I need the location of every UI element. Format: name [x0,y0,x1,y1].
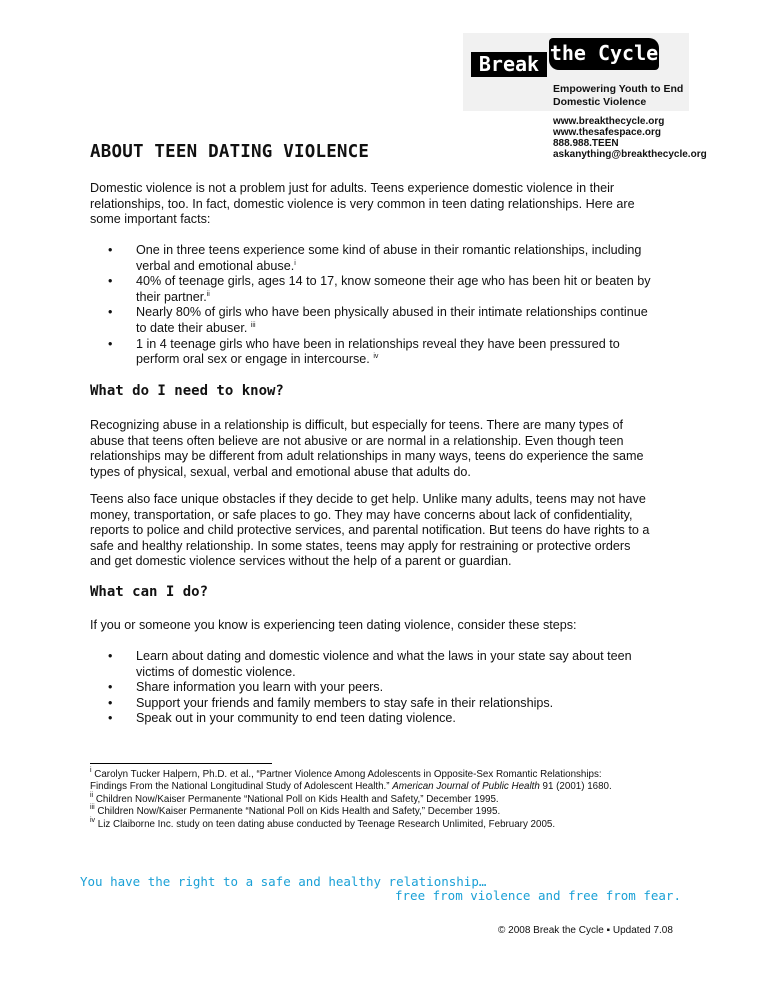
text-line: One in three teens experience some kind of abuse in their romantic relationships, including [136,243,642,257]
logo-tagline [553,83,683,109]
footnote-ref[interactable]: iii [250,321,256,329]
website-link[interactable]: www.thesafespace.org [553,127,661,138]
logo-cycle-text: the Cycle [549,38,659,70]
footnote-ref[interactable]: ii [206,290,210,298]
text-line: some important facts: [90,212,211,227]
website-link[interactable]: www.breakthecycle.org [553,116,665,127]
bullet-icon: • [108,336,113,351]
copyright-footer: © 2008 Break the Cycle ▪ Updated 7.08 [498,925,673,936]
section-heading-need-to-know: What do I need to know? [90,383,284,399]
footnote-mark: iv [90,817,96,824]
tagline-line: Domestic Violence [553,96,647,108]
text-line: and get domestic violence services without the help of a parent or guardian. [90,554,512,569]
list-item [108,274,698,305]
text-line: reports to police and child protective services, and parental notification. But teens do have rights to a [90,523,650,538]
text-line: Nearly 80% of girls who have been physically abused in their intimate relationships continue [136,305,648,320]
page-title: ABOUT TEEN DATING VIOLENCE [90,142,370,162]
text-line: perform oral sex or engage in intercourse. [136,352,374,367]
footnote [90,806,690,818]
text-line: Domestic violence is not a problem just for adults. Teens experience domestic violence in their [90,181,615,195]
section1-paragraph-2 [90,492,690,570]
footnote-divider [90,763,272,764]
text-line: Learn about dating and domestic violence and what the laws in your state say about teen [136,649,632,663]
footnote-mark: ii [90,792,94,799]
intro-paragraph [90,181,690,228]
text-line: their partner. [136,289,207,304]
footnote-text: Liz Claiborne Inc. study on teen dating abuse conducted by Teenage Research Unlimited, February 2005. [95,819,556,830]
list-item [108,649,698,680]
bullet-icon: • [108,695,113,710]
text-line: to date their abuser. [136,320,251,335]
bullet-icon: • [108,243,113,257]
footnote-mark: iii [90,804,95,811]
slogan-line-1: You have the right to a safe and healthy relationship… [80,874,487,889]
text-line: Speak out in your community to end teen dating violence. [136,711,456,726]
text-line: Share information you learn with your peers. [136,680,384,695]
text-line: types of physical, sexual, verbal and emotional abuse that adults do. [90,464,471,479]
contact-info [553,116,707,160]
list-item [108,243,698,274]
footnote-mark: i [90,767,92,774]
text-line: verbal and emotional abuse. [136,258,295,273]
section-heading-what-can-i-do: What can I do? [90,584,209,600]
bullet-icon: • [108,305,113,320]
text-line: abuse that teens often believe are not abusive or are normal in a relationship. Even though teen [90,433,624,448]
footnote-ref[interactable]: iv [373,353,379,361]
phone-number: 888.988.TEEN [553,138,619,149]
bullet-icon: • [108,649,113,663]
footnote-text: Carolyn Tucker Halpern, Ph.D. et al., “Partner Violence Among Adolescents in Opposite-Sex Romantic Relationships: [91,769,602,780]
text-line: Teens also face unique obstacles if they decide to get help. Unlike many adults, teens may not have [90,492,646,506]
journal-title: American Journal of Public Health [392,781,540,792]
list-item [108,305,698,336]
steps-list [108,649,698,727]
text-line: victims of domestic violence. [136,664,296,679]
text-line: Support your friends and family members to stay safe in their relationships. [136,695,554,710]
slogan-line-2: free from violence and free from fear. [395,888,681,903]
text-line: 40% of teenage girls, ages 14 to 17, know someone their age who has been hit or beaten by [136,274,651,289]
footnote [90,769,690,793]
footnote-ref[interactable]: i [294,259,296,267]
footnote-text: Findings From the National Longitudinal Study of Adolescent Health.” [90,781,393,792]
logo-break-text: Break [471,52,547,77]
list-item [108,696,698,712]
tagline-line: Empowering Youth to End [553,83,684,95]
text-line: relationships, too. In fact, domestic violence is very common in teen dating relationships. Here are [90,196,635,211]
section1-paragraph-1 [90,418,690,480]
footnote-text: Children Now/Kaiser Permanente “National Poll on Kids Health and Safety,” December 1995. [93,794,499,805]
list-item [108,680,698,696]
bullet-icon: • [108,274,113,289]
facts-list [108,243,698,368]
text-line: money, transportation, or safe places to go. They may have concerns about lack of confidentiality, [90,507,633,522]
footnote-text: 91 (2001) 1680. [539,781,612,792]
text-line: 1 in 4 teenage girls who have been in relationships reveal they have been pressured to [136,336,620,351]
footnote [90,819,690,831]
text-line: Recognizing abuse in a relationship is difficult, but especially for teens. There are many types of [90,418,623,432]
text-line: safe and healthy relationship. In some states, teens may apply for restraining or protective orders [90,538,631,553]
footnote [90,794,690,806]
email-link[interactable]: askanything@breakthecycle.org [553,149,707,160]
list-item [108,711,698,727]
footnote-text: Children Now/Kaiser Permanente “National Poll on Kids Health and Safety,” December 1995. [94,806,501,817]
list-item [108,337,698,368]
bullet-icon: • [108,711,113,726]
section2-intro: If you or someone you know is experiencing teen dating violence, consider these steps: [90,618,577,632]
bullet-icon: • [108,680,113,695]
text-line: relationships may be different from adult relationships in many ways, teens do experience the same [90,449,644,464]
